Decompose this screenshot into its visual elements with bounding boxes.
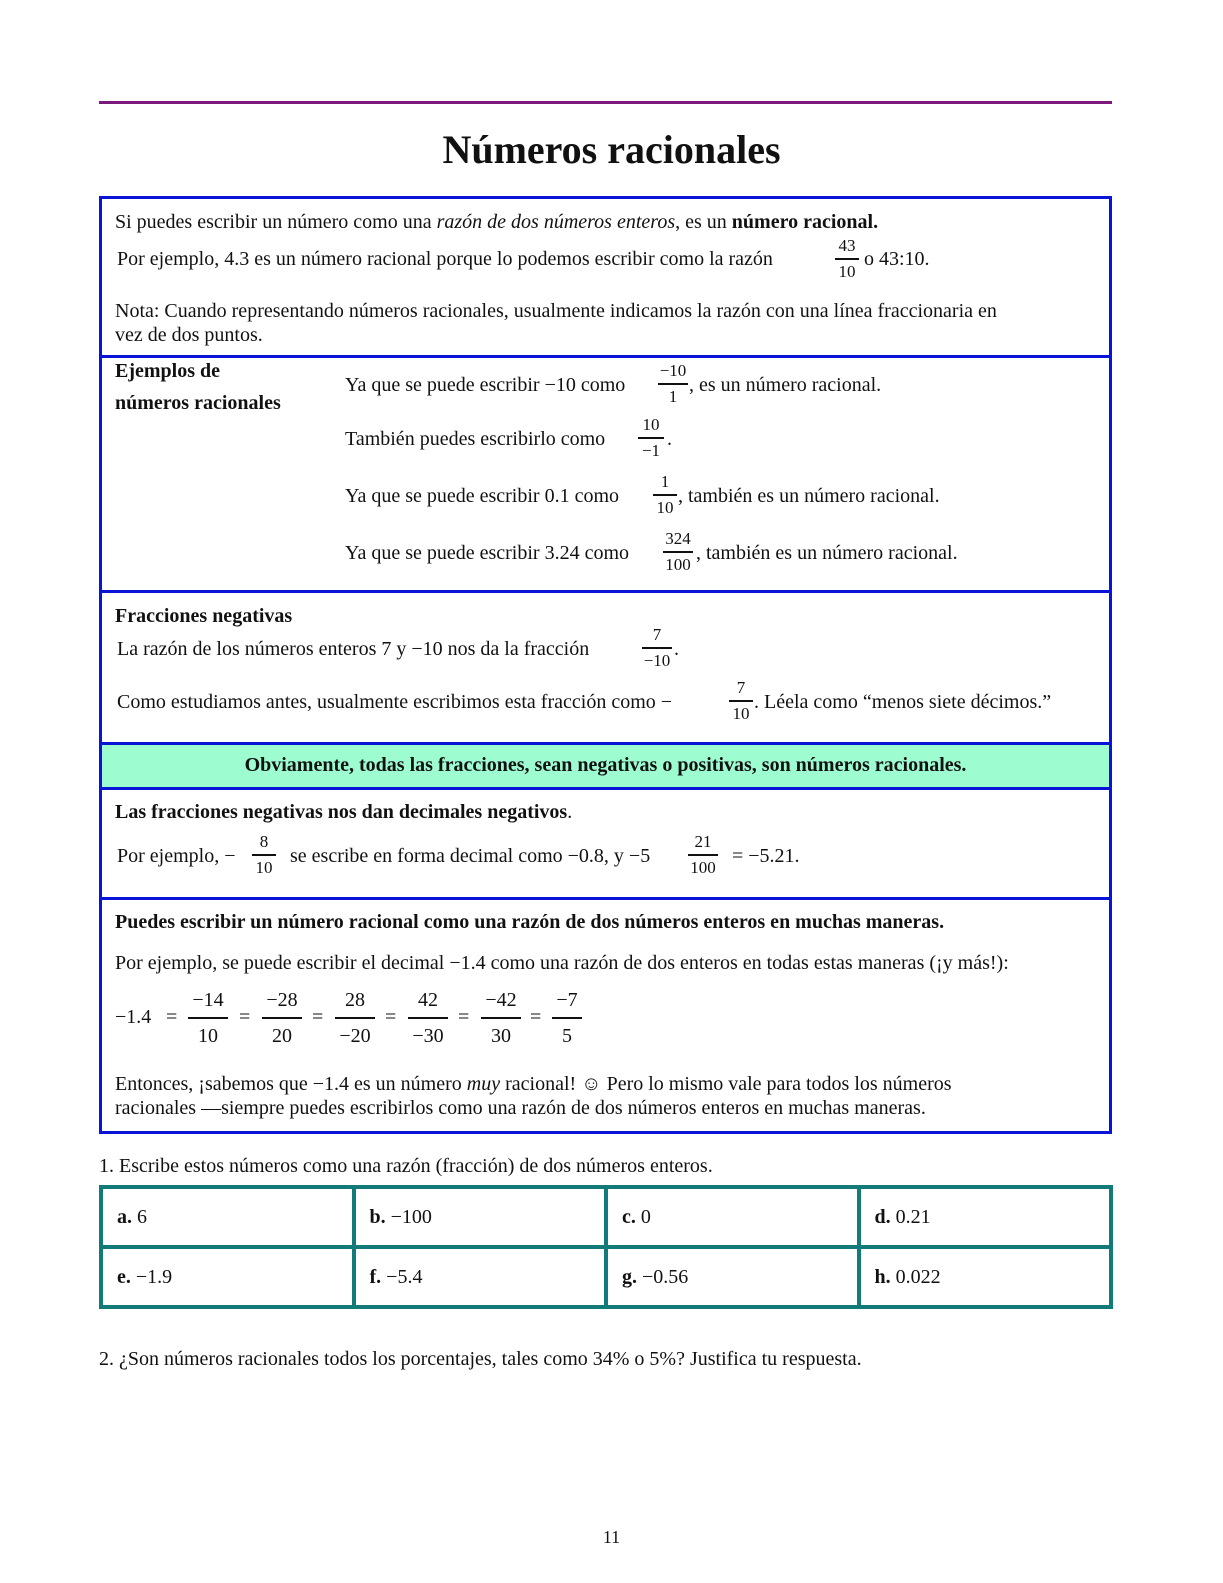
fraction-bar (658, 383, 688, 385)
example-text: , es un número racional. (689, 374, 882, 396)
definition-line (115, 210, 878, 234)
cell-label: c. (622, 1205, 636, 1228)
denominator: 20 (272, 1024, 292, 1047)
cell-label: d. (874, 1205, 891, 1228)
denominator: −1 (641, 440, 661, 460)
text: se escribe en forma decimal como −0.8, y −5 (290, 845, 651, 867)
fraction-bar (335, 1017, 375, 1019)
section-heading: Puedes escribir un número racional como una razón de dos números enteros en muchas maneras. (115, 911, 945, 933)
cell-value: −5.4 (386, 1265, 423, 1288)
equals-sign: = (385, 1006, 397, 1028)
text: racional! ☺ Pero lo mismo vale para todos los números (500, 1073, 952, 1095)
numerator: 7 (736, 678, 746, 697)
text: Por ejemplo, se puede escribir el decimal −1.4 como una razón de dos enteros en todas estas maneras (¡y más!): (115, 952, 1009, 974)
exercise-cell-e[interactable] (101, 1247, 354, 1307)
top-rule (99, 101, 1112, 104)
table-row (101, 1247, 1111, 1307)
numerator: 10 (642, 415, 660, 434)
note-line-2: vez de dos puntos. (115, 324, 263, 346)
fraction-bar (408, 1017, 448, 1019)
fraction-bar (835, 258, 859, 260)
callout-banner: Obviamente, todas las fracciones, sean negativas o positivas, son números racionales. (102, 745, 1109, 790)
exercise-cell-a[interactable] (101, 1187, 354, 1247)
fraction (335, 989, 375, 1047)
fraction-bar (663, 551, 693, 553)
section-heading (115, 800, 572, 824)
fraction (188, 989, 228, 1047)
denominator: 10 (255, 857, 273, 877)
fraction-bar (642, 647, 672, 649)
many-ways-section (102, 900, 1109, 1131)
example-text: Ya que se puede escribir 0.1 como (345, 485, 620, 507)
cell-label: e. (117, 1265, 131, 1288)
exercise-cell-h[interactable] (859, 1247, 1112, 1307)
example-text: . (667, 428, 672, 450)
closing-line-2: racionales —siempre puedes escribirlos como una razón de dos números enteros en muchas maneras. (115, 1097, 926, 1119)
exercise-cell-c[interactable] (606, 1187, 859, 1247)
denominator: 30 (491, 1024, 511, 1047)
equals-sign: = (458, 1006, 470, 1028)
definition-section (102, 199, 1109, 358)
fraction-bar (653, 494, 677, 496)
examples-heading: números racionales (115, 392, 281, 414)
fraction (262, 989, 302, 1047)
cell-label: g. (622, 1265, 637, 1288)
fraction-bar (688, 854, 718, 856)
cell-value: −1.9 (135, 1265, 173, 1288)
fraction (408, 989, 448, 1047)
note-line-1: Nota: Cuando representando números racionales, usualmente indicamos la razón con una línea fraccionaria en (115, 300, 997, 322)
key-term: número racional. (731, 211, 879, 233)
fraction (552, 989, 582, 1047)
exercise-table (99, 1185, 1113, 1309)
denominator: −20 (339, 1024, 371, 1047)
fraction (688, 833, 718, 877)
fraction-bar (481, 1017, 521, 1019)
text: . (674, 638, 679, 660)
fraction (653, 473, 677, 517)
fraction (481, 989, 521, 1047)
fraction-bar (552, 1017, 582, 1019)
numerator: 8 (259, 832, 269, 851)
equals-sign: = (166, 1006, 178, 1028)
text: Si puedes escribir un número como una (115, 211, 437, 233)
numerator: 7 (652, 625, 662, 644)
example-text: , también es un número racional. (678, 485, 940, 507)
question-1: 1. Escribe estos números como una razón (fracción) de dos números enteros. (99, 1155, 713, 1177)
fraction-43-10 (835, 237, 859, 281)
exercise-cell-b[interactable] (354, 1187, 607, 1247)
equals-sign: = (239, 1006, 251, 1028)
examples-section (102, 358, 1109, 593)
numerator: −42 (485, 989, 517, 1011)
denominator: 1 (668, 386, 678, 406)
text: . (567, 801, 573, 823)
cell-label: a. (117, 1205, 132, 1228)
equals-sign: = (312, 1006, 324, 1028)
example-line: Por ejemplo, 4.3 es un número racional porque lo podemos escribir como la razón (117, 248, 773, 270)
numerator: −10 (659, 361, 687, 380)
question-2: 2. ¿Son números racionales todos los porcentajes, tales como 34% o 5%? Justifica tu respuesta. (99, 1348, 862, 1370)
denominator: 10 (732, 703, 750, 723)
fraction (252, 833, 276, 877)
numerator: −14 (192, 989, 224, 1011)
fraction (642, 626, 672, 670)
equals-sign: = (530, 1006, 542, 1028)
closing-line (115, 1072, 952, 1096)
example-text: Ya que se puede escribir 3.24 como (345, 542, 630, 564)
cell-value: −0.56 (642, 1265, 689, 1288)
denominator: 10 (198, 1024, 218, 1047)
cell-value: 6 (137, 1205, 147, 1228)
exercise-cell-g[interactable] (606, 1247, 859, 1307)
negative-fractions-section (102, 593, 1109, 745)
fraction-bar (638, 437, 664, 439)
numerator: 21 (694, 832, 712, 851)
text: Como estudiamos antes, usualmente escribimos esta fracción como − (117, 691, 673, 713)
fraction-bar (252, 854, 276, 856)
cell-value: 0.022 (895, 1265, 941, 1288)
table-row (101, 1187, 1111, 1247)
numerator: 324 (665, 529, 691, 548)
denominator: −10 (643, 650, 671, 670)
numerator: −28 (266, 989, 298, 1011)
denominator: 10 (656, 497, 674, 517)
heading-text: Las fracciones negativas nos dan decimales negativos (115, 801, 568, 823)
page-number: 11 (602, 1527, 621, 1547)
text: , es un (675, 211, 732, 233)
cell-label: b. (369, 1205, 386, 1228)
exercise-cell-d[interactable] (859, 1187, 1112, 1247)
numerator: −7 (556, 989, 578, 1011)
denominator: 5 (562, 1024, 572, 1047)
page-title: Números racionales (442, 127, 781, 172)
numerator: 43 (838, 236, 856, 255)
lesson-box (99, 196, 1112, 1134)
fraction (658, 362, 688, 406)
example-text: Ya que se puede escribir −10 como (345, 374, 626, 396)
denominator: 100 (690, 857, 716, 877)
ratio-text: o 43:10. (864, 248, 930, 270)
fraction-bar (262, 1017, 302, 1019)
section-heading: Fracciones negativas (115, 605, 293, 627)
text: Por ejemplo, − (117, 845, 236, 867)
cell-value: 0.21 (895, 1205, 931, 1228)
examples-heading: Ejemplos de (115, 360, 220, 382)
numerator: 42 (418, 989, 438, 1011)
fraction (638, 416, 664, 460)
example-text: También puedes escribirlo como (345, 428, 606, 450)
emphasis-text: razón de dos números enteros (436, 211, 676, 233)
numerator: 28 (345, 989, 365, 1011)
example-text: , también es un número racional. (696, 542, 958, 564)
cell-value: 0 (640, 1205, 651, 1228)
text: . Léela como “menos siete décimos.” (754, 691, 1052, 713)
cell-label: h. (874, 1265, 891, 1288)
fraction-bar (188, 1017, 228, 1019)
denominator: 100 (665, 554, 691, 574)
text: Entonces, ¡sabemos que −1.4 es un número (115, 1073, 467, 1095)
fraction (663, 530, 693, 574)
cell-label: f. (369, 1265, 382, 1288)
cell-value: −100 (390, 1205, 432, 1228)
denominator: 10 (838, 261, 856, 281)
equation-lhs: −1.4 (115, 1006, 152, 1028)
denominator: −30 (412, 1024, 444, 1047)
fraction-bar (729, 700, 753, 702)
negative-decimals-section (102, 790, 1109, 900)
exercise-cell-f[interactable] (354, 1247, 607, 1307)
numerator: 1 (660, 472, 670, 491)
fraction (729, 679, 753, 723)
emphasis-text: muy (466, 1073, 501, 1095)
text: La razón de los números enteros 7 y −10 nos da la fracción (117, 638, 590, 660)
text: = −5.21. (732, 845, 800, 867)
